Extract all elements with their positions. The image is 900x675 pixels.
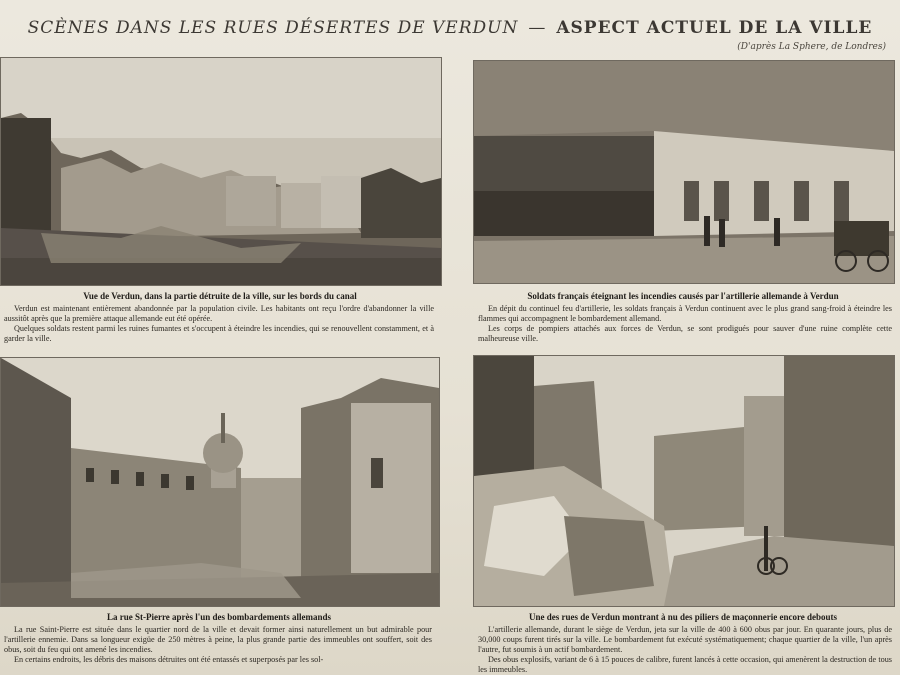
paragraph: En dépit du continuel feu d'artillerie, les soldats français à Verdun continuent avec le plus grand sang-froid à éteindre les flammes qui accompagnent le bombardement allemand. (478, 304, 892, 323)
text-rue-st-pierre (4, 625, 432, 675)
caption-masonry-pillars: Une des rues de Verdun montrant à nu des piliers de maçonnerie encore debouts (528, 612, 838, 622)
photo-rue-st-pierre (0, 357, 440, 607)
paragraph: Verdun est maintenant entièrement abandonnée par la population civile. Les habitants ont reçu l'ordre d'abandonner la ville aussitôt après que la première attaque allemande eut été opérée. (4, 304, 434, 323)
paragraph: Quelques soldats restent parmi les ruines fumantes et s'occupent à éteindre les incendies, qui se renouvellent constamment, et à garder la ville. (4, 324, 434, 343)
caption-rue-st-pierre: La rue St-Pierre après l'un des bombardements allemands (106, 612, 332, 622)
photo-masonry-pillars (473, 355, 895, 607)
photo-soldiers-fires (473, 60, 895, 284)
rue-st-pierre-image (1, 358, 439, 606)
headline-part-2: ASPECT ACTUEL DE LA VILLE (556, 18, 873, 38)
text-masonry-pillars (478, 625, 892, 675)
paragraph: En certains endroits, les débris des maisons détruites ont été entassés et superposés par les sol- (14, 655, 324, 664)
headline-part-1: SCÈNES DANS LES RUES DÉSERTES DE VERDUN (27, 18, 519, 38)
canal-ruins-image (1, 58, 441, 285)
page-headline (0, 18, 900, 38)
caption-canal-view: Vue de Verdun, dans la partie détruite de la ville, sur les bords du canal (83, 291, 357, 301)
soldiers-street-image (474, 61, 894, 283)
paragraph: La rue Saint-Pierre est située dans le quartier nord de la ville et devait former ainsi naturellement un but admirable pour l'artillerie ennemie. Dans sa longueur exigüe de 250 mètres à peine, la plus grande partie des immeubles ont souffert, soit des obus, soit du feu qui ont amené les incendies. (4, 625, 432, 654)
photo-canal-view (0, 57, 442, 286)
paragraph: L'artillerie allemande, durant le siège de Verdun, jeta sur la ville de 400 à 600 obus par jour. En quarante jours, plus de 30,000 coups furent tirés sur la ville. Le bombardement fut exécuté systématiquement; chaque quartier de la ville, l'un après l'autre, fut soumis à un actif bombardement. (478, 625, 892, 654)
masonry-pillars-image (474, 356, 894, 606)
caption-soldiers-fires: Soldats français éteignant les incendies causés par l'artillerie allemande à Verdun (527, 291, 839, 301)
paragraph: Les corps de pompiers attachés aux forces de Verdun, se sont prodigués pour sauver d'une ruine complète cette malheureuse ville. (478, 324, 892, 343)
text-canal-view (4, 304, 434, 348)
paragraph: Des obus explosifs, variant de 6 à 15 pouces de calibre, furent lancés à cette occasion, qui amenèrent la destruction de tous les immeubles. (478, 655, 892, 674)
source-note: (D'après La Sphere, de Londres) (737, 42, 886, 52)
text-soldiers-fires (478, 304, 892, 348)
headline-dash: — (528, 18, 547, 38)
